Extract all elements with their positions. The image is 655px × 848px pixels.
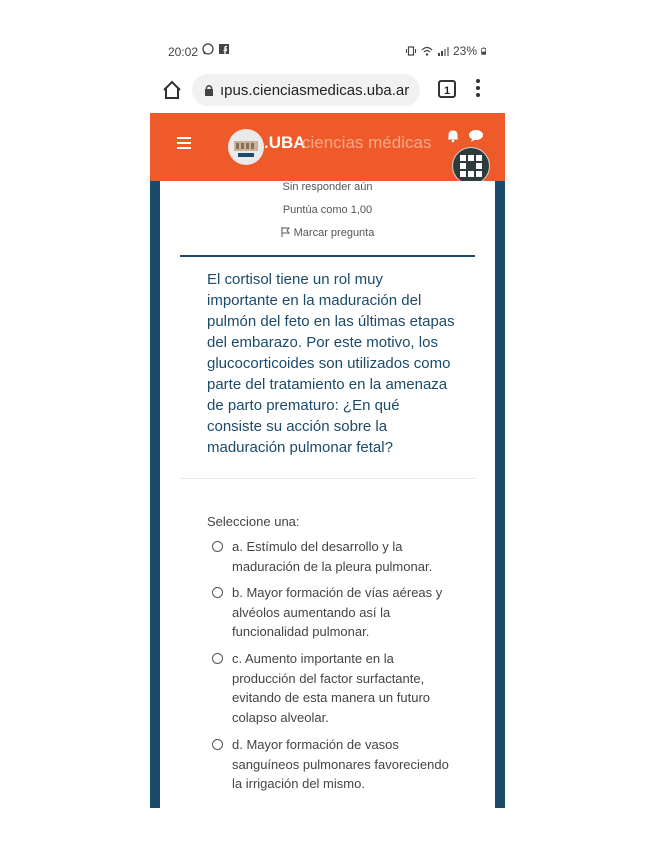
url-bar[interactable] [192, 74, 420, 106]
status-bar [160, 40, 495, 62]
logo-subtitle: ciencias médicas [302, 133, 432, 152]
flag-icon [281, 227, 290, 237]
notifications-bell-icon[interactable] [446, 129, 460, 143]
signal-icon [437, 45, 449, 57]
status-time: 20:02 [168, 45, 199, 59]
option-c-text: c. Aumento importante en la [232, 651, 394, 666]
option-d-text: d. Mayor formación de vasos [232, 737, 399, 752]
option-d-text-cont: sanguíneos pulmonares favoreciendo la irrigación del mismo. [232, 756, 449, 791]
flag-question-label: Marcar pregunta [293, 227, 375, 239]
question-text: El cortisol tiene un rol muy importante en la maduración del pulmón del feto en las últimas etapas del embarazo. Por este motivo, los glucocorticoides son utilizados como parte del tratamiento en la amenaza de parto prematuro: ¿En qué consiste su acción sobre la maduración pulmonar fetal? [207, 271, 455, 456]
battery-icon [481, 45, 489, 57]
messages-chat-icon[interactable] [468, 129, 484, 143]
url-text: ıpus.cienciasmedicas.uba.ar [220, 82, 410, 99]
option-b-text: b. Mayor formación de vías aéreas y [232, 585, 443, 600]
radio-button[interactable] [212, 739, 223, 750]
hamburger-menu-icon[interactable] [177, 137, 191, 152]
radio-button[interactable] [212, 587, 223, 598]
wifi-icon [421, 45, 433, 57]
tab-switcher-button[interactable]: 1 [438, 80, 456, 98]
page-content [150, 181, 505, 808]
avatar-pattern-icon [453, 148, 489, 184]
option-b-text-cont: alvéolos aumentando así la funcionalidad pulmonar. [232, 604, 391, 639]
option-a-text: a. Estímulo del desarrollo y la [232, 539, 403, 554]
vibrate-icon [405, 45, 417, 57]
question-status: Sin responder aún [282, 181, 373, 193]
select-one-prompt: Seleccione una: [207, 514, 300, 529]
battery-percent: 23% [452, 44, 477, 58]
user-avatar[interactable] [452, 147, 490, 185]
facebook-icon [218, 43, 230, 55]
menu-icon[interactable] [476, 79, 480, 101]
lock-icon [204, 84, 214, 96]
flag-question-link[interactable] [160, 227, 495, 239]
home-icon[interactable] [160, 78, 184, 102]
option-c-text-cont: producción del factor surfactante, evitando de esta manera un futuro colapso alveolar. [232, 670, 431, 725]
radio-button[interactable] [212, 541, 223, 552]
question-divider [180, 478, 475, 479]
building-icon [228, 129, 264, 165]
info-divider [180, 255, 475, 257]
question-score: Puntúa como 1,00 [282, 204, 373, 216]
radio-button[interactable] [212, 653, 223, 664]
faculty-logo-icon[interactable] [228, 129, 264, 165]
option-a-text-cont: maduración de la pleura pulmonar. [232, 558, 433, 574]
question-panel [160, 181, 495, 808]
browser-toolbar [150, 70, 505, 110]
whatsapp-icon [202, 43, 214, 55]
site-header [150, 113, 505, 181]
logo-uba-text: .UBA [264, 133, 306, 152]
